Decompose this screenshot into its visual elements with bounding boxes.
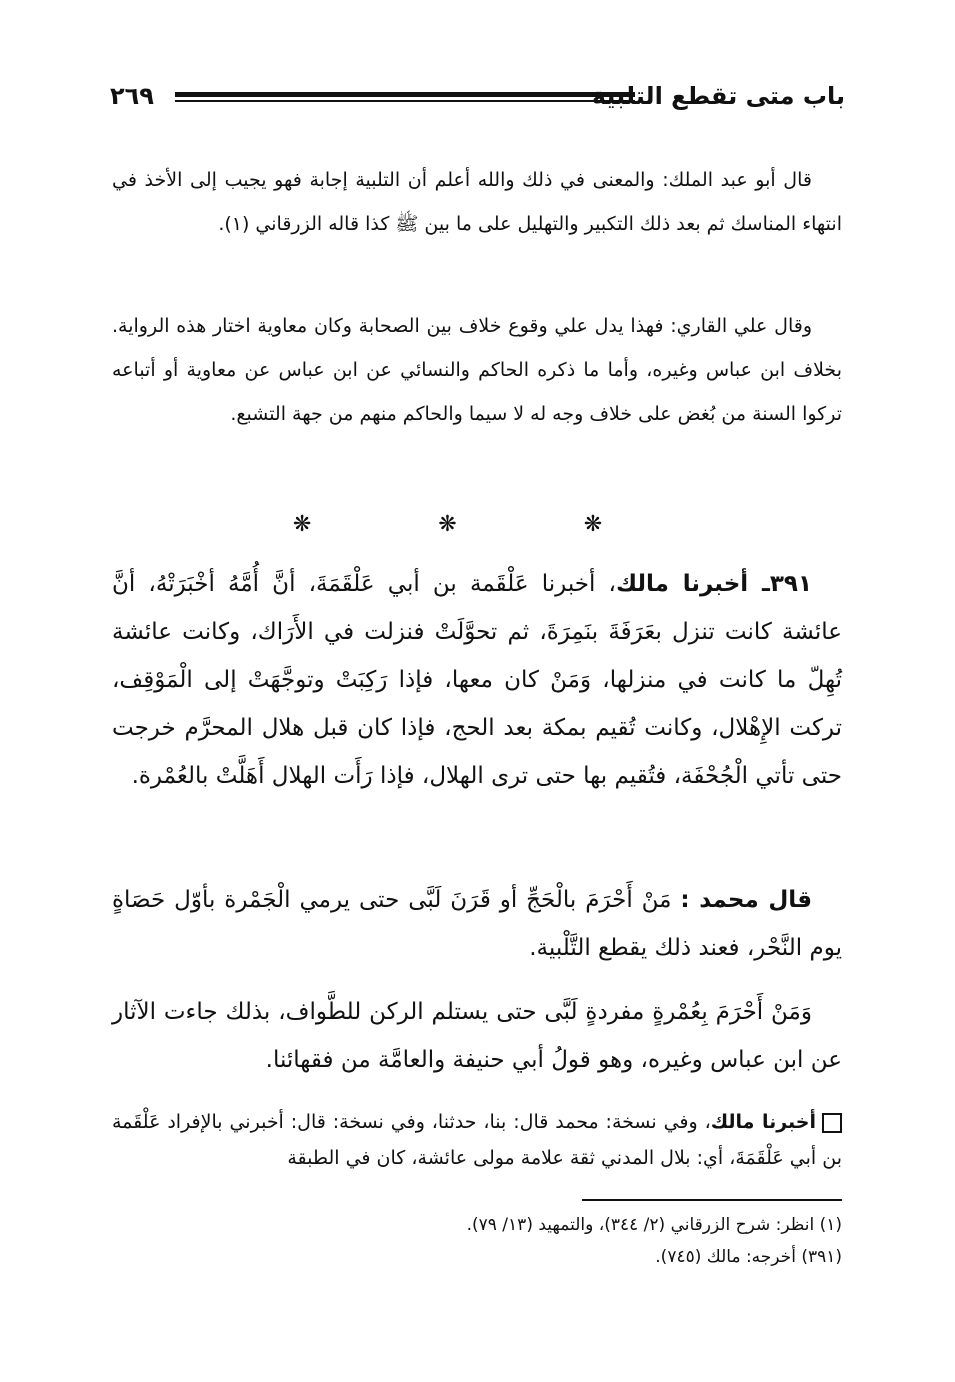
footnote-391: (٣٩١) أخرجه: مالك (٧٤٥). [655,1247,842,1267]
note-label: أخبرنا مالك [710,1111,816,1133]
paragraph-abu-abdulmalik: قال أبو عبد الملك: والمعنى في ذلك والله أعلم أن التلبية إجابة فهو يجيب إلى الأخذ في انتهاء المناسك ثم بعد ذلك التكبير والتهليل على ما بين ﷺ كذا قاله الزرقاني (١). [112,169,842,235]
footnote-1: (١) انظر: شرح الزرقاني (٢/ ٣٤٤)، والتمهيد (١٣/ ٧٩). [466,1215,842,1235]
hadith-number-label: ٣٩١ـ أخبرنا مالك [615,571,812,597]
paragraph-ali-alqari: وقال علي القاري: فهذا يدل علي وقوع خلاف بين الصحابة وكان معاوية اختار هذه الرواية. بخلاف ابن عباس وغيره، وأما ما ذكره الحاكم والنسائي عن ابن عباس عن معاوية أو أتباعه تركوا السنة من بُغض على خلاف وجه له لا سيما والحاكم منهم من جهة التشبع. [112,315,842,425]
page-header [110,78,845,122]
note-text: ، وفي نسخة: محمد قال: بنا، حدثنا، وفي نسخة: قال: أخبرني بالإفراد عَلْقَمة بن أبي عَلْقَمَةَ، أي: بلال المدني ثقة علامة مولى عائشة، كان في الطبقة [112,1111,842,1169]
chapter-title: باب متى تقطع التلبية [591,82,845,110]
commentary-umrah [112,988,842,1084]
page-number: ٢٦٩ [110,82,154,110]
commentary-label: قال محمد : [680,887,813,913]
section-separator: ❋ ❋ ❋ [292,512,663,537]
footnote-divider [582,1199,842,1201]
hadith-text: ، أخبرنا عَلْقَمة بن أبي عَلْقَمَةَ، أنَّ أُمَّهُ أخْبَرَتْهُ، أنَّ عائشة كانت تنزل بعَرَفَةَ بنَمِرَةَ، ثم تحوَّلَتْ فنزلت في الأَرَاك، وكانت عائشة تُهِلّ ما كانت في منزلها، وَمَنْ كان معها، فإذا رَكِبَتْ وتوجَّهَتْ إلى الْمَوْقِف، تركت الإِهْلال، وكانت تُقيم بمكة بعد الحج، فإذا كان قبل هلال المحرَّم خرجت حتى تأتي الْجُحْفَة، فتُقيم بها حتى ترى الهلال، فإذا رَأَت الهلال أَهَلَّتْ بالعُمْرة. [112,571,842,789]
square-marker-icon [822,1113,842,1133]
hadith-391 [112,560,842,800]
commentary-text: مَنْ أَحْرَمَ بالْحَجِّ أو قَرَنَ لَبَّى حتى يرمي الْجَمْرة بأوّل حَصَاةٍ يوم النَّحْر، فعند ذلك يقطع التَّلْبية. [112,887,842,961]
commentary-text: وَمَنْ أَحْرَمَ بِعُمْرةٍ مفردةٍ لَبَّى حتى يستلم الركن للطَّواف، بذلك جاءت الآثار عن ابن عباس وغيره، وهو قولُ أبي حنيفة والعامَّة من فقهائنا. [112,999,842,1073]
commentary-muhammad [112,876,842,972]
explanatory-note [112,1104,842,1176]
header-rule [175,92,635,102]
